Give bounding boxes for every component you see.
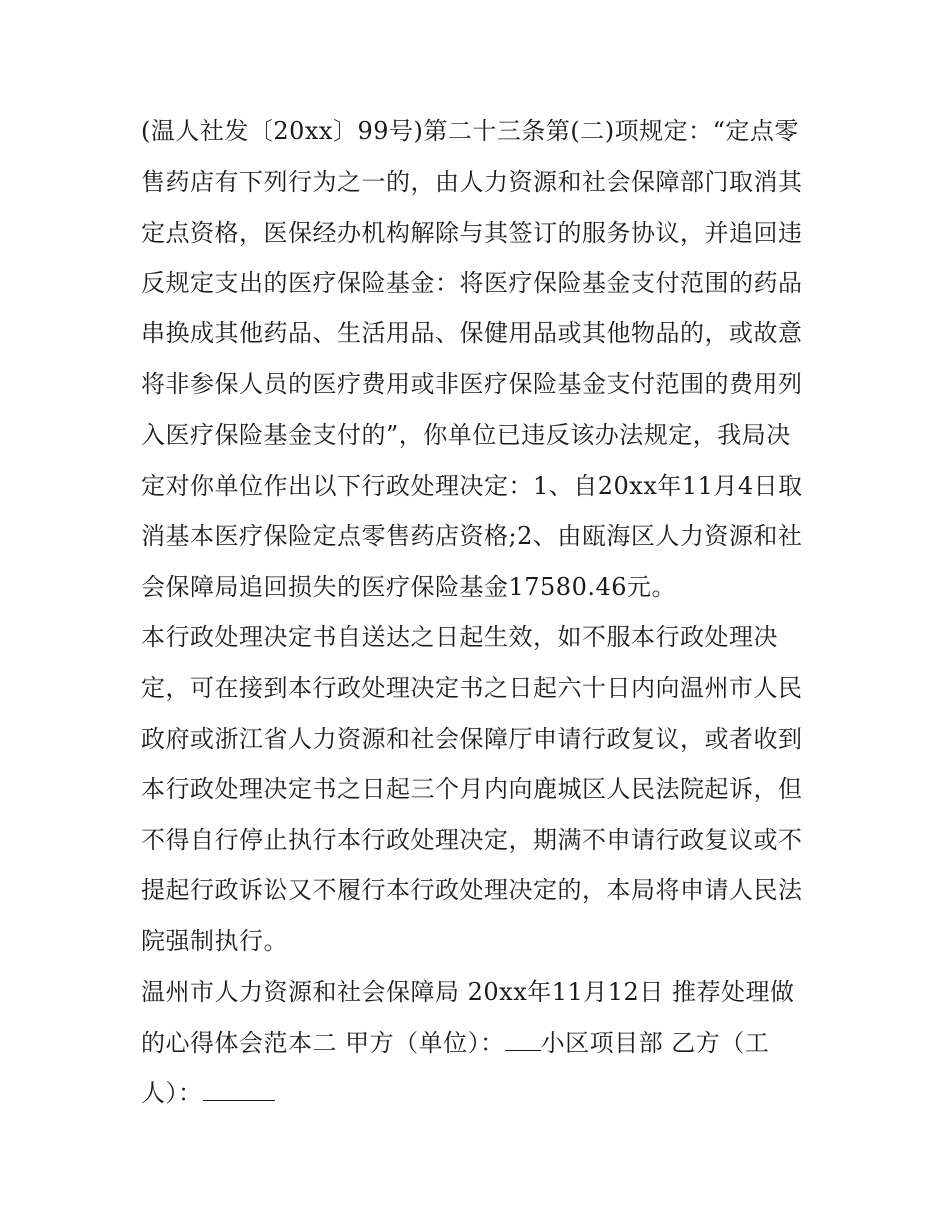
- paragraph-line: [141, 1076, 275, 1110]
- paragraph-line: 政府或浙江省人力资源和社会保障厅申请行政复议，或者收到: [141, 725, 803, 753]
- paragraph-line: 温州市人力资源和社会保障局 20xx年11月12日 推荐处理做: [141, 978, 795, 1006]
- party-a-blank: [505, 1028, 541, 1051]
- party-b-blank: [203, 1078, 275, 1101]
- paragraph-line: (温人社发〔20xx〕99号)第二十三条第(二)项规定：“定点零: [141, 117, 799, 145]
- paragraph-line: 本行政处理决定书自送达之日起生效，如不服本行政处理决: [141, 623, 778, 651]
- paragraph-line: 消基本医疗保险定点零售药店资格;2、由瓯海区人力资源和社: [141, 522, 803, 550]
- paragraph-line: 定，可在接到本行政处理决定书之日起六十日内向温州市人民: [141, 674, 803, 702]
- paragraph-line: 提起行政诉讼又不履行本行政处理决定的，本局将申请人民法: [141, 876, 803, 904]
- paragraph-line: [141, 1026, 769, 1060]
- paragraph-line: 会保障局追回损失的医疗保险基金17580.46元。: [141, 573, 677, 601]
- paragraph-line: 反规定支出的医疗保险基金：将医疗保险基金支付范围的药品: [141, 269, 803, 297]
- paragraph-line: 院强制执行。: [141, 927, 288, 955]
- paragraph-line: 售药店有下列行为之一的，由人力资源和社会保障部门取消其: [141, 168, 803, 196]
- paragraph-line: 入医疗保险基金支付的”，你单位已违反该办法规定，我局决: [141, 421, 791, 449]
- paragraph-line: 定点资格，医保经办机构解除与其签订的服务协议，并追回违: [141, 219, 803, 247]
- paragraph-line: 将非参保人员的医疗费用或非医疗保险基金支付范围的费用列: [141, 370, 803, 398]
- party-b-label-end: 人）：: [141, 1079, 203, 1107]
- paragraph-line: 不得自行停止执行本行政处理决定，期满不申请行政复议或不: [141, 826, 803, 854]
- paragraph-line: 定对你单位作出以下行政处理决定：1、自20xx年11月4日取: [141, 472, 803, 500]
- party-a-label: 的心得体会范本二 甲方（单位）：: [141, 1029, 505, 1057]
- paragraph-line: 本行政处理决定书之日起三个月内向鹿城区人民法院起诉，但: [141, 775, 803, 803]
- paragraph-line: 串换成其他药品、生活用品、保健用品或其他物品的，或故意: [141, 319, 803, 347]
- party-b-label: 小区项目部 乙方（工: [540, 1029, 770, 1057]
